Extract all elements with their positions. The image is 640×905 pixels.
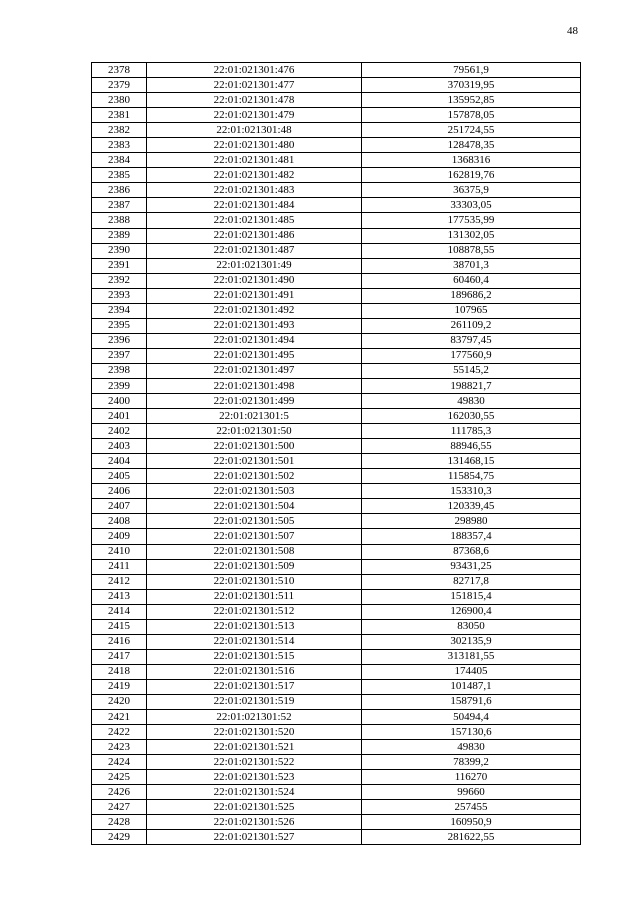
row-number-cell: 2401 [92, 409, 147, 424]
row-number-cell: 2379 [92, 78, 147, 93]
value-cell: 281622,55 [362, 830, 581, 845]
table-row [92, 725, 581, 740]
row-number-cell: 2419 [92, 679, 147, 694]
row-number-cell: 2429 [92, 830, 147, 845]
row-number-cell: 2418 [92, 664, 147, 679]
row-number-cell: 2413 [92, 589, 147, 604]
table-row [92, 348, 581, 363]
row-number-cell: 2397 [92, 348, 147, 363]
value-cell: 177535,99 [362, 213, 581, 228]
value-cell: 50494,4 [362, 710, 581, 725]
value-cell: 55145,2 [362, 363, 581, 378]
table-row [92, 679, 581, 694]
row-number-cell: 2381 [92, 108, 147, 123]
table-row [92, 694, 581, 709]
table-row [92, 258, 581, 273]
cadastral-number-cell: 22:01:021301:511 [147, 589, 362, 604]
cadastral-number-cell: 22:01:021301:521 [147, 740, 362, 755]
table-row [92, 243, 581, 258]
table-row [92, 649, 581, 664]
cadastral-number-cell: 22:01:021301:499 [147, 394, 362, 409]
cadastral-number-cell: 22:01:021301:500 [147, 439, 362, 454]
table-row [92, 499, 581, 514]
cadastral-number-cell: 22:01:021301:504 [147, 499, 362, 514]
table-row [92, 589, 581, 604]
value-cell: 189686,2 [362, 288, 581, 303]
row-number-cell: 2402 [92, 424, 147, 439]
cadastral-number-cell: 22:01:021301:479 [147, 108, 362, 123]
row-number-cell: 2383 [92, 138, 147, 153]
table-row [92, 424, 581, 439]
value-cell: 302135,9 [362, 634, 581, 649]
value-cell: 120339,45 [362, 499, 581, 514]
table-row [92, 740, 581, 755]
cadastral-number-cell: 22:01:021301:477 [147, 78, 362, 93]
row-number-cell: 2410 [92, 544, 147, 559]
row-number-cell: 2424 [92, 755, 147, 770]
table-row [92, 63, 581, 78]
value-cell: 174405 [362, 664, 581, 679]
row-number-cell: 2411 [92, 559, 147, 574]
table-row [92, 153, 581, 168]
row-number-cell: 2422 [92, 725, 147, 740]
row-number-cell: 2382 [92, 123, 147, 138]
value-cell: 162030,55 [362, 409, 581, 424]
cadastral-number-cell: 22:01:021301:491 [147, 288, 362, 303]
value-cell: 101487,1 [362, 679, 581, 694]
value-cell: 49830 [362, 394, 581, 409]
value-cell: 251724,55 [362, 123, 581, 138]
cadastral-number-cell: 22:01:021301:522 [147, 755, 362, 770]
row-number-cell: 2407 [92, 499, 147, 514]
value-cell: 131468,15 [362, 454, 581, 469]
cadastral-number-cell: 22:01:021301:524 [147, 785, 362, 800]
row-number-cell: 2408 [92, 514, 147, 529]
table-row [92, 559, 581, 574]
cadastral-number-cell: 22:01:021301:483 [147, 183, 362, 198]
table-row [92, 409, 581, 424]
table-row [92, 363, 581, 378]
value-cell: 162819,76 [362, 168, 581, 183]
cadastral-number-cell: 22:01:021301:48 [147, 123, 362, 138]
row-number-cell: 2399 [92, 378, 147, 393]
table-row [92, 228, 581, 243]
table-row [92, 815, 581, 830]
row-number-cell: 2415 [92, 619, 147, 634]
value-cell: 370319,95 [362, 78, 581, 93]
value-cell: 108878,55 [362, 243, 581, 258]
cadastral-number-cell: 22:01:021301:525 [147, 800, 362, 815]
table-row [92, 333, 581, 348]
table-row [92, 378, 581, 393]
row-number-cell: 2395 [92, 318, 147, 333]
row-number-cell: 2412 [92, 574, 147, 589]
value-cell: 313181,55 [362, 649, 581, 664]
value-cell: 38701,3 [362, 258, 581, 273]
row-number-cell: 2398 [92, 363, 147, 378]
cadastral-number-cell: 22:01:021301:514 [147, 634, 362, 649]
cadastral-number-cell: 22:01:021301:484 [147, 198, 362, 213]
row-number-cell: 2396 [92, 333, 147, 348]
table-row [92, 770, 581, 785]
table-row [92, 785, 581, 800]
cadastral-number-cell: 22:01:021301:503 [147, 484, 362, 499]
row-number-cell: 2420 [92, 694, 147, 709]
cadastral-number-cell: 22:01:021301:497 [147, 363, 362, 378]
page-number: 48 [567, 25, 578, 37]
table-row [92, 619, 581, 634]
table-row [92, 544, 581, 559]
row-number-cell: 2421 [92, 710, 147, 725]
table-row [92, 604, 581, 619]
table-row [92, 394, 581, 409]
value-cell: 257455 [362, 800, 581, 815]
cadastral-number-cell: 22:01:021301:476 [147, 63, 362, 78]
cadastral-number-cell: 22:01:021301:498 [147, 378, 362, 393]
value-cell: 151815,4 [362, 589, 581, 604]
value-cell: 79561,9 [362, 63, 581, 78]
value-cell: 88946,55 [362, 439, 581, 454]
value-cell: 188357,4 [362, 529, 581, 544]
table-row [92, 514, 581, 529]
value-cell: 83797,45 [362, 333, 581, 348]
value-cell: 198821,7 [362, 378, 581, 393]
table-row [92, 168, 581, 183]
row-number-cell: 2416 [92, 634, 147, 649]
value-cell: 126900,4 [362, 604, 581, 619]
row-number-cell: 2400 [92, 394, 147, 409]
row-number-cell: 2394 [92, 303, 147, 318]
value-cell: 116270 [362, 770, 581, 785]
row-number-cell: 2425 [92, 770, 147, 785]
cadastral-number-cell: 22:01:021301:512 [147, 604, 362, 619]
row-number-cell: 2404 [92, 454, 147, 469]
row-number-cell: 2387 [92, 198, 147, 213]
row-number-cell: 2386 [92, 183, 147, 198]
cadastral-number-cell: 22:01:021301:492 [147, 303, 362, 318]
value-cell: 160950,9 [362, 815, 581, 830]
value-cell: 131302,05 [362, 228, 581, 243]
value-cell: 87368,6 [362, 544, 581, 559]
cadastral-number-cell: 22:01:021301:501 [147, 454, 362, 469]
row-number-cell: 2406 [92, 484, 147, 499]
value-cell: 153310,3 [362, 484, 581, 499]
table-row [92, 108, 581, 123]
row-number-cell: 2391 [92, 258, 147, 273]
cadastral-number-cell: 22:01:021301:495 [147, 348, 362, 363]
table-row [92, 93, 581, 108]
value-cell: 111785,3 [362, 424, 581, 439]
cadastral-number-cell: 22:01:021301:5 [147, 409, 362, 424]
value-cell: 107965 [362, 303, 581, 318]
table-row [92, 800, 581, 815]
row-number-cell: 2417 [92, 649, 147, 664]
table-row [92, 273, 581, 288]
table-row [92, 78, 581, 93]
table-row [92, 318, 581, 333]
value-cell: 83050 [362, 619, 581, 634]
value-cell: 261109,2 [362, 318, 581, 333]
table-row [92, 213, 581, 228]
cadastral-number-cell: 22:01:021301:526 [147, 815, 362, 830]
table-row [92, 484, 581, 499]
table-row [92, 183, 581, 198]
value-cell: 128478,35 [362, 138, 581, 153]
cadastral-number-cell: 22:01:021301:486 [147, 228, 362, 243]
table-row [92, 198, 581, 213]
row-number-cell: 2384 [92, 153, 147, 168]
row-number-cell: 2427 [92, 800, 147, 815]
cadastral-number-cell: 22:01:021301:515 [147, 649, 362, 664]
value-cell: 93431,25 [362, 559, 581, 574]
cadastral-number-cell: 22:01:021301:519 [147, 694, 362, 709]
cadastral-number-cell: 22:01:021301:494 [147, 333, 362, 348]
table-row [92, 138, 581, 153]
table-row [92, 634, 581, 649]
row-number-cell: 2409 [92, 529, 147, 544]
table-row [92, 288, 581, 303]
cadastral-number-cell: 22:01:021301:508 [147, 544, 362, 559]
value-cell: 298980 [362, 514, 581, 529]
table-row [92, 303, 581, 318]
value-cell: 49830 [362, 740, 581, 755]
row-number-cell: 2405 [92, 469, 147, 484]
value-cell: 157878,05 [362, 108, 581, 123]
cadastral-number-cell: 22:01:021301:49 [147, 258, 362, 273]
row-number-cell: 2414 [92, 604, 147, 619]
value-cell: 82717,8 [362, 574, 581, 589]
cadastral-number-cell: 22:01:021301:490 [147, 273, 362, 288]
cadastral-number-cell: 22:01:021301:517 [147, 679, 362, 694]
row-number-cell: 2392 [92, 273, 147, 288]
cadastral-number-cell: 22:01:021301:482 [147, 168, 362, 183]
cadastral-number-cell: 22:01:021301:516 [147, 664, 362, 679]
cadastral-number-cell: 22:01:021301:507 [147, 529, 362, 544]
row-number-cell: 2380 [92, 93, 147, 108]
table-row [92, 123, 581, 138]
cadastral-number-cell: 22:01:021301:487 [147, 243, 362, 258]
table-row [92, 574, 581, 589]
table-body [92, 63, 581, 845]
value-cell: 36375,9 [362, 183, 581, 198]
value-cell: 177560,9 [362, 348, 581, 363]
value-cell: 60460,4 [362, 273, 581, 288]
row-number-cell: 2428 [92, 815, 147, 830]
cadastral-number-cell: 22:01:021301:52 [147, 710, 362, 725]
value-cell: 33303,05 [362, 198, 581, 213]
cadastral-number-cell: 22:01:021301:493 [147, 318, 362, 333]
value-cell: 158791,6 [362, 694, 581, 709]
cadastral-number-cell: 22:01:021301:510 [147, 574, 362, 589]
row-number-cell: 2393 [92, 288, 147, 303]
value-cell: 115854,75 [362, 469, 581, 484]
table-row [92, 664, 581, 679]
cadastral-number-cell: 22:01:021301:505 [147, 514, 362, 529]
value-cell: 78399,2 [362, 755, 581, 770]
table-row [92, 830, 581, 845]
row-number-cell: 2389 [92, 228, 147, 243]
row-number-cell: 2423 [92, 740, 147, 755]
table-row [92, 454, 581, 469]
cadastral-number-cell: 22:01:021301:523 [147, 770, 362, 785]
cadastral-number-cell: 22:01:021301:513 [147, 619, 362, 634]
table-row [92, 755, 581, 770]
row-number-cell: 2426 [92, 785, 147, 800]
cadastral-number-cell: 22:01:021301:478 [147, 93, 362, 108]
cadastral-value-table [91, 62, 581, 845]
row-number-cell: 2378 [92, 63, 147, 78]
value-cell: 99660 [362, 785, 581, 800]
cadastral-number-cell: 22:01:021301:481 [147, 153, 362, 168]
row-number-cell: 2385 [92, 168, 147, 183]
value-cell: 135952,85 [362, 93, 581, 108]
value-cell: 157130,6 [362, 725, 581, 740]
table-row [92, 529, 581, 544]
row-number-cell: 2403 [92, 439, 147, 454]
table-row [92, 710, 581, 725]
row-number-cell: 2388 [92, 213, 147, 228]
cadastral-number-cell: 22:01:021301:527 [147, 830, 362, 845]
cadastral-number-cell: 22:01:021301:520 [147, 725, 362, 740]
cadastral-number-cell: 22:01:021301:50 [147, 424, 362, 439]
value-cell: 1368316 [362, 153, 581, 168]
table-row [92, 469, 581, 484]
row-number-cell: 2390 [92, 243, 147, 258]
cadastral-number-cell: 22:01:021301:485 [147, 213, 362, 228]
cadastral-number-cell: 22:01:021301:509 [147, 559, 362, 574]
table-row [92, 439, 581, 454]
cadastral-number-cell: 22:01:021301:480 [147, 138, 362, 153]
cadastral-number-cell: 22:01:021301:502 [147, 469, 362, 484]
